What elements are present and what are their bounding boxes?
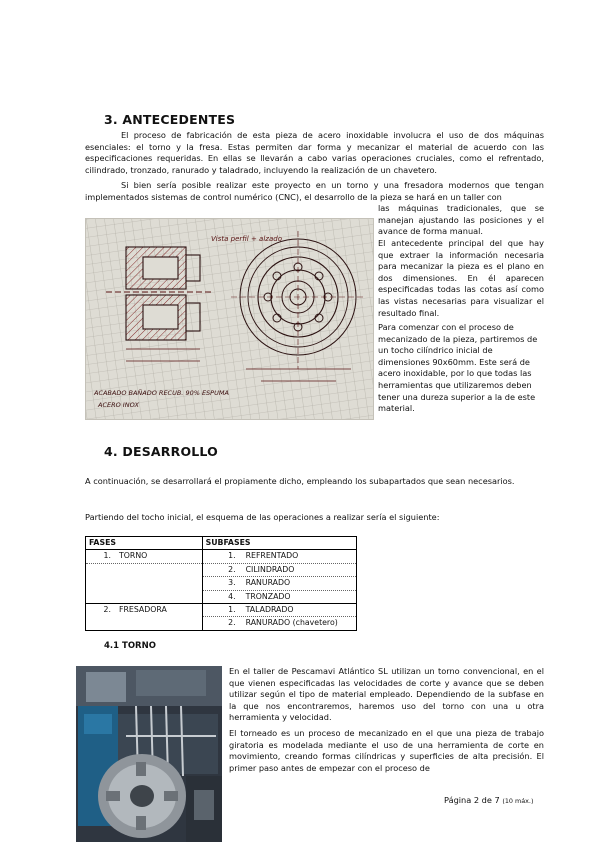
table-row bbox=[86, 550, 357, 563]
drawing-note-1: ACABADO BAÑADO RECUB. 90% ESPUMA bbox=[94, 389, 229, 397]
subfase-name: TRONZADO bbox=[245, 591, 291, 601]
table-header-row bbox=[86, 537, 357, 550]
subfase-name: RANURADO (chavetero) bbox=[245, 618, 338, 628]
table-header-subfases: SUBFASES bbox=[202, 537, 356, 550]
table-header-fases: FASES bbox=[86, 537, 203, 550]
subfase-name: REFRENTADO bbox=[245, 551, 299, 561]
subfase-number: 3. bbox=[228, 578, 236, 588]
technical-drawing-image bbox=[85, 218, 374, 420]
subfase-number: 1. bbox=[228, 605, 236, 615]
section-4-1-paragraph-2: El torneado es un proceso de mecanizado en el que una pieza de trabajo giratoria es modelada mediante el uso de una herramienta de corte en movimiento, creando formas cilíndricas y superficies de alta precisión. El primer paso antes de empezar con el proceso de bbox=[229, 728, 544, 773]
section-3-paragraph-1: El proceso de fabricación de esta pieza de acero inoxidable involucra el uso de dos máquinas esenciales: el torno y la fresa. Estas permiten dar forma y mecanizar el material de acuerdo con las especificaciones requeridas. En ellas se llevarán a cabo varias operaciones cruciales, como el refrentado, cilindrado, tronzado, ranurado y taladrado, incluyendo la realización de un chavetero. bbox=[85, 130, 544, 175]
subfase-name: TALADRADO bbox=[245, 605, 294, 615]
drawing-title: Vista perfil + alzado bbox=[211, 235, 282, 243]
section-3-paragraph-3: El antecedente principal del que hay que extraer la información necesaria para mecanizar la pieza es el plano en dos dimensiones. En él aparecen especificadas todas las cotas así como las vistas necesarias para visualizar el resultado final. bbox=[378, 238, 544, 318]
section-3-title: 3. ANTECEDENTES bbox=[104, 112, 236, 127]
page-footer bbox=[444, 795, 533, 805]
section-3-paragraph-2: Si bien sería posible realizar este proyecto en un torno y una fresadora modernos que tengan implementados sistemas de control numérico (CNC), el desarrollo de la pieza se hará en un taller con bbox=[85, 180, 544, 202]
section-4-paragraph-2: Partiendo del tocho inicial, el esquema de las operaciones a realizar sería el siguiente: bbox=[85, 512, 440, 522]
page-max: (10 máx.) bbox=[502, 797, 534, 805]
section-4-1-title: 4.1 TORNO bbox=[104, 641, 156, 651]
page-number: Página 2 de 7 bbox=[444, 795, 500, 805]
fase-name: FRESADORA bbox=[119, 605, 167, 615]
lathe-photo bbox=[76, 666, 222, 842]
section-4-1-paragraph-1: En el taller de Pescamavi Atlántico SL utilizan un torno convencional, en el que vienen especificadas las velocidades de corte y avance que se deben utilizar según el tipo de material empleado. Dependiendo de la subfase en la que nos encontraremos, haremos uso del torno con una u otra herramienta y velocidad. bbox=[229, 666, 544, 723]
subfase-number: 1. bbox=[228, 551, 236, 561]
fase-number: 2. bbox=[103, 605, 111, 615]
phases-table bbox=[85, 536, 357, 631]
subfase-name: CILINDRADO bbox=[245, 564, 295, 574]
fase-name: TORNO bbox=[119, 551, 148, 561]
fase-number: 1. bbox=[103, 551, 111, 561]
table-row bbox=[86, 617, 357, 630]
section-3-paragraph-2-side: las máquinas tradicionales, que se manejan ajustando las posiciones y el avance de forma manual. bbox=[378, 203, 544, 237]
subfase-number: 2. bbox=[228, 618, 236, 628]
table-row bbox=[86, 577, 357, 590]
section-4-title: 4. DESARROLLO bbox=[104, 444, 218, 459]
subfase-number: 2. bbox=[228, 564, 236, 574]
table-row bbox=[86, 604, 357, 617]
table-row bbox=[86, 590, 357, 603]
drawing-note-2: ACERO INOX bbox=[98, 401, 139, 409]
section-4-paragraph-1: A continuación, se desarrollará el propiamente dicho, empleando los subapartados que sean necesarios. bbox=[85, 476, 515, 486]
section-3-paragraph-4: Para comenzar con el proceso de mecanizado de la pieza, partiremos de un tocho cilíndrico inicial de dimensiones 90x60mm. Este será de acero inoxidable, por lo que todas las herramientas que utilizaremos deben tener una dureza superior a la de este material. bbox=[378, 322, 538, 414]
subfase-number: 4. bbox=[228, 591, 236, 601]
table-row bbox=[86, 563, 357, 576]
subfase-name: RANURADO bbox=[245, 578, 291, 588]
